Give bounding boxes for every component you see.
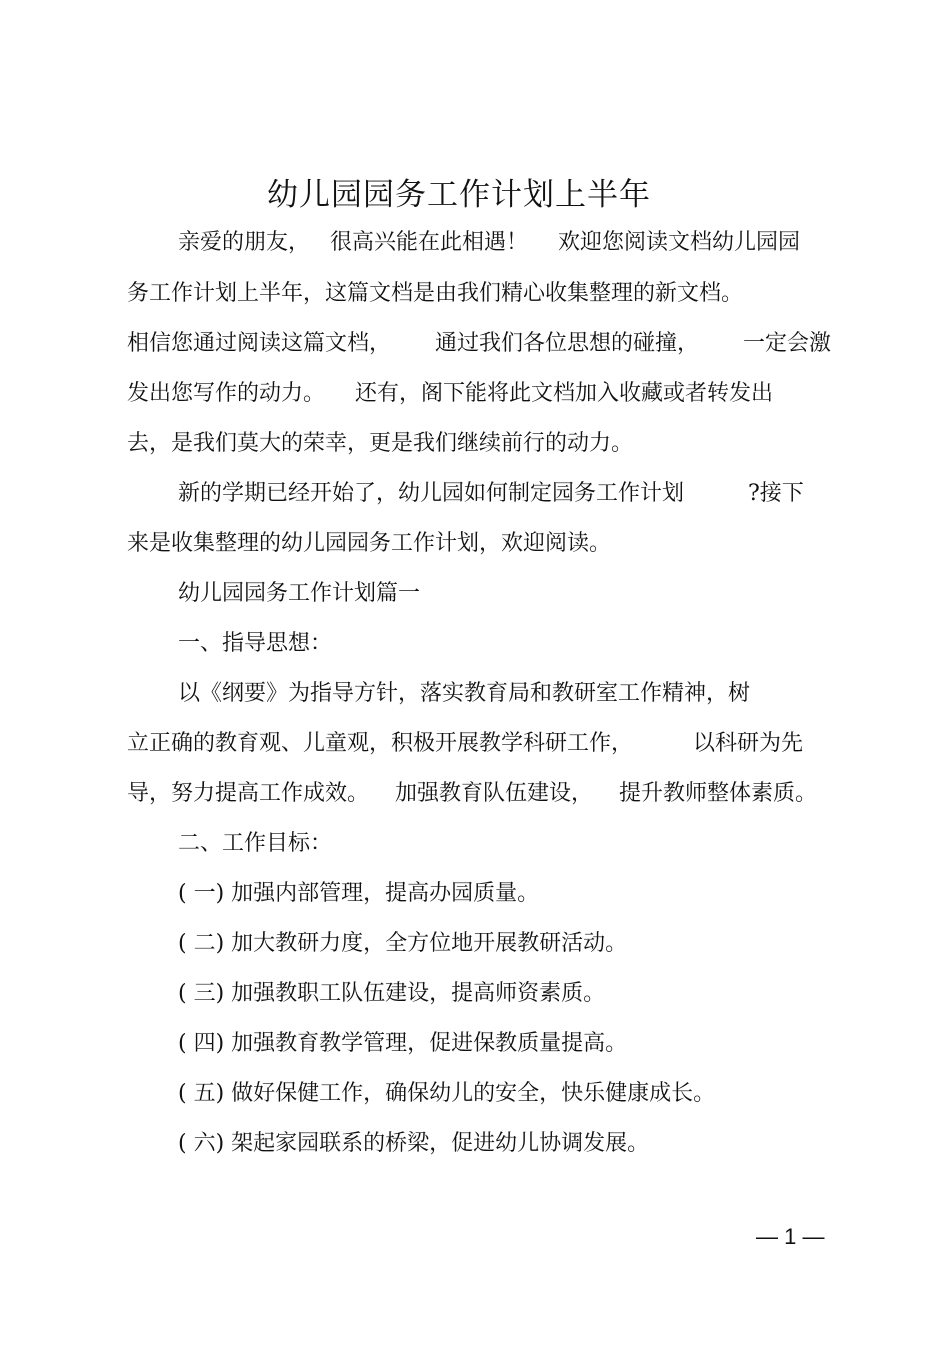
section-heading [178,627,332,661]
text-line [127,327,831,361]
text-line [127,727,803,761]
text-segment: 以科研为先 [693,731,804,756]
text-segment: 立正确的教育观、儿童观，积极开展教学科研工作， [127,731,634,756]
text-segment: 发出您写作的动力。 [127,381,326,406]
list-item [178,1127,649,1161]
text-line [178,477,804,511]
text-segment: ( 五) 做好保健工作，确保幼儿的安全，快乐健康成长。 [178,1081,716,1106]
text-segment: 一、指导思想： [178,631,333,656]
text-segment: ( 三) 加强教职工队伍建设，提高师资素质。 [178,981,606,1006]
text-segment: 新的学期已经开始了，幼儿园如何制定园务工作计划 [178,481,685,506]
text-line [178,226,800,260]
section-heading [178,827,332,861]
page-number: — 1 — [756,1224,825,1249]
text-segment: 加强教育队伍建设， [395,781,594,806]
text-segment: ( 四) 加强教育教学管理，促进保教质量提高。 [178,1031,628,1056]
text-segment: 还有，阁下能将此文档加入收藏或者转发出 [355,381,774,406]
list-item [178,1027,627,1061]
text-segment: 二、工作目标： [178,831,333,856]
text-segment: ?接下 [748,481,804,506]
text-segment: 通过我们各位思想的碰撞， [435,331,700,356]
document-title: 幼儿园园务工作计划上半年 [267,177,651,213]
text-segment: 来是收集整理的幼儿园园务工作计划，欢迎阅读。 [127,531,612,556]
list-item [178,1077,715,1111]
text-segment: 相信您通过阅读这篇文档， [127,331,392,356]
text-segment: 提升教师整体素质。 [619,781,818,806]
text-segment: 以《纲要》为指导方针，落实教育局和教研室工作精神，树 [178,681,751,706]
text-segment: 去，是我们莫大的荣幸，更是我们继续前行的动力。 [127,431,634,456]
text-segment: ( 六) 架起家园联系的桥梁，促进幼儿协调发展。 [178,1131,650,1156]
text-line [127,377,773,411]
text-segment: 一定会激 [743,331,832,356]
list-item [178,877,539,911]
text-line [127,777,817,811]
text-segment: 很高兴能在此相遇！ [330,230,529,255]
text-segment: ( 二) 加大教研力度，全方位地开展教研活动。 [178,931,628,956]
section-heading [178,577,420,611]
list-item [178,927,627,961]
text-segment: 幼儿园园务工作计划篇一 [178,581,421,606]
text-segment: 务工作计划上半年，这篇文档是由我们精心收集整理的新文档。 [127,281,744,306]
text-line [127,527,611,561]
text-segment: ( 一) 加强内部管理，提高办园质量。 [178,881,540,906]
text-segment: 亲爱的朋友， [178,230,311,255]
text-line [178,677,750,711]
list-item [178,977,605,1011]
text-line [127,277,743,311]
text-line [127,427,633,461]
text-segment: 欢迎您阅读文档幼儿园园 [558,230,801,255]
text-segment: 导，努力提高工作成效。 [127,781,370,806]
